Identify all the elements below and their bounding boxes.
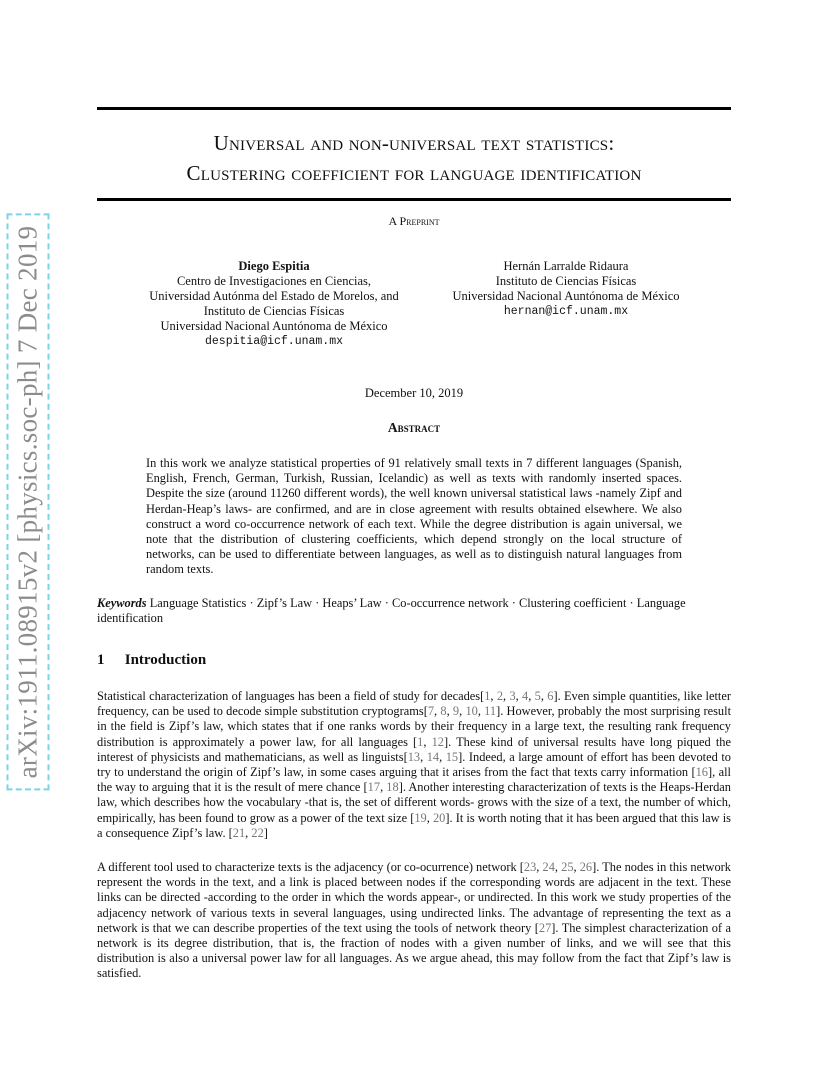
author-affiliation: Centro de Investigaciones en Ciencias,: [176, 274, 372, 288]
citation-link[interactable]: 7: [427, 704, 435, 719]
paragraph-run: Statistical characterization of languages has been a field of study for decades[: [97, 689, 485, 703]
abstract-text: In this work we analyze statistical properties of 91 relatively small texts in 7 different languages (Spanish, English, French, German, Turkish, Russian, Icelandic) as well as texts with randomly inserted spaces. Despite the size (around 11260 different words), the well known universal statistical laws -namely Zipf and Herdan-Heap’s laws- are confirmed, and are in close agreement with results obtained elsewhere. We also construct a word co-occurrence network of each text. While the degree distribution is again universal, we note that the distribution of clustering coefficients, which depend strongly on the local structure of networks, can be used to differentiate between languages, as well as to distinguish natural languages from random texts.: [146, 456, 682, 577]
paragraph-run: ,: [554, 860, 562, 874]
citation-link[interactable]: 12: [431, 734, 444, 749]
author-block-2: [430, 259, 702, 319]
citation-link[interactable]: 27: [538, 920, 552, 935]
paragraph-run: ,: [420, 749, 427, 764]
paragraph-run: ,: [426, 810, 433, 825]
author-affiliation: Universidad Autónma del Estado de Morelos, and: [149, 289, 399, 303]
paragraph-run: ,: [439, 749, 446, 764]
abstract-heading: Abstract: [387, 420, 441, 435]
citation-link[interactable]: 8: [440, 704, 447, 719]
paragraph-run: ,: [528, 689, 535, 703]
citation-link[interactable]: 15: [445, 749, 459, 764]
paragraph-run: ]: [263, 825, 268, 840]
author-block-1: [130, 259, 418, 349]
paragraph-run: ]. It is worth noting that it has been argued that this law is a consequence Zipf’s law. [: [97, 810, 731, 840]
paragraph-run: ]. However, probably the most surprising result in the field is Zipf’s law, which states that if one ranks words by their frequency in a large text, the resulting rank frequency distribution is approximately a power law, for all languages [: [97, 704, 732, 749]
section-heading: [97, 652, 206, 669]
author-affiliation: Universidad Nacional Auntónoma de México: [452, 289, 680, 303]
citation-link[interactable]: 18: [386, 780, 399, 795]
citation-link[interactable]: 9: [452, 704, 460, 719]
citation-link[interactable]: 14: [426, 749, 440, 764]
paragraph-run: A different tool used to characterize texts is the adjacency (or co-ocurrence) network [: [97, 860, 524, 874]
author-affiliation: Instituto de Ciencias Físicas: [203, 304, 345, 318]
keywords-label: Keywords: [97, 596, 147, 610]
paragraph-run: ,: [490, 689, 497, 703]
citation-link[interactable]: 11: [484, 704, 497, 719]
title-rule-bottom: [97, 198, 731, 201]
citation-link[interactable]: 1: [417, 734, 424, 749]
arxiv-side-stamp: [6, 222, 50, 782]
citation-link[interactable]: 22: [251, 825, 264, 840]
paragraph-run: ,: [540, 689, 548, 703]
citation-link[interactable]: 16: [695, 765, 708, 780]
paragraph-run: ]. Indeed, a large amount of effort has been devoted to try to understand the origin of Zipf’s law, in some cases arguing that it arises from the fact that texts carry information [: [97, 749, 731, 780]
citation-link[interactable]: 10: [465, 704, 478, 719]
keywords: [97, 596, 731, 626]
citation-link[interactable]: 13: [407, 749, 421, 764]
author-affiliation: Instituto de Ciencias Físicas: [495, 274, 637, 288]
title-line-2: Clustering coefficient for language identification: [186, 161, 642, 185]
citation-link[interactable]: 25: [561, 860, 574, 874]
section-number: 1: [97, 652, 105, 668]
paragraph-run: ,: [536, 860, 543, 874]
paragraph-run: ,: [245, 825, 252, 840]
citation-link[interactable]: 6: [547, 689, 554, 703]
preprint-label: A Preprint: [388, 214, 440, 228]
paragraph-run: ], all the way to arguing that it is the result of mere chance [: [97, 765, 731, 795]
citation-link[interactable]: 1: [484, 689, 491, 703]
citation-link[interactable]: 3: [509, 689, 516, 703]
citation-link[interactable]: 21: [232, 825, 246, 840]
paragraph-run: ,: [515, 689, 523, 703]
citation-link[interactable]: 5: [534, 689, 541, 703]
citation-link[interactable]: 24: [542, 860, 555, 874]
keywords-list: Language Statistics · Zipf’s Law · Heaps’ Law · Co-occurrence network · Clustering coefficient · Language identification: [97, 596, 686, 626]
paper-date: December 10, 2019: [364, 386, 464, 400]
citation-link[interactable]: 19: [414, 810, 427, 825]
author-name: Diego Espitia: [238, 259, 310, 273]
author-affiliation: Universidad Nacional Auntónoma de México: [160, 319, 388, 333]
paragraph-run: ,: [446, 704, 453, 719]
paragraph-run: ,: [573, 860, 580, 874]
paragraph-run: ,: [434, 704, 441, 719]
paragraph-run: ]. The simplest characterization of a network is its degree distribution, that is, the fraction of nodes with a given number of links, and we will see that this distribution is also a universal power law for all languages. As we argue ahead, this may follow from the fact that Zipf’s law is satisfied.: [97, 920, 732, 981]
citation-link[interactable]: 20: [432, 810, 446, 825]
paragraph-run: ]. The nodes in this network represent the words in the text, and a link is placed between nodes if the corresponding words are adjacent in the text. These links can be directed -according to the order in which the words appear-, or undirected. In this work we study properties of the adjacency network of various texts in several languages, using undirected links. The advantage of representing the text as a network is that we can describe properties of the text using the tools of network theory [: [97, 860, 731, 935]
title-line-1: Universal and non-universal text statistics:: [213, 131, 615, 155]
citation-link[interactable]: 17: [367, 780, 381, 795]
paragraph-run: ]. These kind of universal results have long piqued the interest of physicists and mathematicians, as well as linguists[: [97, 734, 731, 764]
intro-paragraph-1: [97, 689, 731, 841]
section-title: Introduction: [124, 652, 207, 668]
paragraph-run: ,: [459, 704, 466, 719]
paragraph-text: [97, 689, 731, 841]
paragraph-text: [97, 860, 731, 982]
paragraph-run: ,: [423, 734, 432, 749]
paragraph-run: ]. Another interesting characterization of texts is the Heaps-Herdan law, which describes how the vocabulary -that is, the set of different words- grows with the size of a text, the number of which, empirically, has been found to grow as a power of the text size [: [97, 780, 731, 825]
citation-link[interactable]: 23: [523, 860, 537, 874]
author-email[interactable]: despitia@icf.unam.mx: [204, 335, 344, 348]
author-name: Hernán Larralde Ridaura: [503, 259, 629, 273]
paragraph-run: ]. Even simple quantities, like letter frequency, can be used to decode simple substitution cryptograms[: [97, 689, 731, 719]
paragraph-run: ,: [477, 704, 485, 719]
paragraph-run: ,: [503, 689, 510, 703]
citation-link[interactable]: 2: [496, 689, 504, 703]
arxiv-identifier[interactable]: arXiv:1911.08915v2 [physics.soc-ph] 7 Dec 2019: [7, 214, 50, 791]
citation-link[interactable]: 26: [579, 860, 593, 874]
title-rule-top: [97, 107, 731, 110]
author-email[interactable]: hernan@icf.unam.mx: [503, 305, 629, 318]
paragraph-run: ,: [380, 780, 387, 795]
paper-title: [97, 128, 731, 188]
citation-link[interactable]: 4: [522, 689, 529, 703]
intro-paragraph-2: [97, 860, 731, 982]
